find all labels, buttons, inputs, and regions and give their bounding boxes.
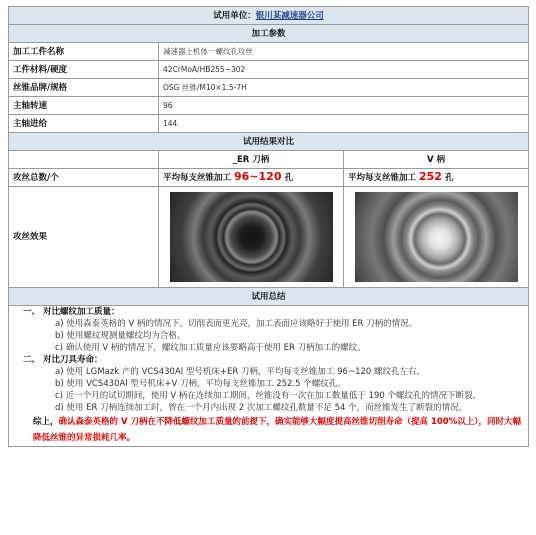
param-label: 工件材料/硬度 xyxy=(9,61,159,79)
er-photo-cell xyxy=(159,187,344,288)
param-label: 丝锥品牌/规格 xyxy=(9,79,159,97)
section-2-item: a) 使用 LGMazk 产的 VCS430Al 型号机床+ER 刀柄，平均每支丝锥加工 96~120 螺纹孔左右。 xyxy=(55,367,425,377)
param-row xyxy=(9,43,529,61)
section-2-item: c) 近一个月的试切期间，使用 V 柄在连续加工期间，丝锥没有一次在加工数量低于 190 个螺纹孔的情况下断裂。 xyxy=(55,391,482,401)
empty-cell xyxy=(9,151,159,169)
er-thread-photo xyxy=(170,192,333,282)
param-label: 主轴进给 xyxy=(9,115,159,133)
param-value: 144 xyxy=(159,115,529,133)
section-1-item: a) 使用森泰英格的 V 柄的情况下，切削表面更光亮，加工表面应该略好于使用 ER 刀柄的情况。 xyxy=(55,319,418,329)
conclusion-text: 确认森泰英格的 V 刀柄在不降低螺纹加工质量的前提下，确实能够大幅度提高丝锥切削寿命（提高 100%以上），同时大幅降低丝锥的异常损耗几率。 xyxy=(33,417,521,443)
effect-row xyxy=(9,187,529,288)
compare-head-row xyxy=(9,151,529,169)
summary-title-row xyxy=(9,288,529,306)
er-count-value: 96~120 xyxy=(233,170,282,183)
param-value: 减速器上机体一螺纹孔攻丝 xyxy=(159,43,529,61)
summary-title: 试用总结 xyxy=(9,288,529,306)
conclusion xyxy=(13,414,524,446)
section-2-item: b) 使用 VCS430Al 型号机床+V 刀柄，平均每支丝锥加工 252.5 个螺纹孔。 xyxy=(55,379,346,389)
section-1-item: c) 确认使用 V 柄的情况下，螺纹加工质量应该要略高于使用 ER 刀柄加工的螺纹。 xyxy=(55,343,366,353)
test-unit-header xyxy=(9,7,529,25)
section-1-title: 一、 对比螺纹加工质量： xyxy=(23,307,120,317)
v-holder-column: V 柄 xyxy=(344,151,529,169)
params-title: 加工参数 xyxy=(9,25,529,43)
param-row xyxy=(9,97,529,115)
count-row xyxy=(9,169,529,187)
v-count-value: 252 xyxy=(418,170,442,183)
tap-count-label: 攻丝总数/个 xyxy=(9,169,159,187)
compare-title-row xyxy=(9,133,529,151)
param-row xyxy=(9,115,529,133)
report-table xyxy=(8,6,529,447)
test-unit-label: 试用单位： xyxy=(213,10,256,21)
param-label: 主轴转速 xyxy=(9,97,159,115)
section-2-item: d) 使用 ER 刀柄连续加工时，曾在一个月内出现 2 次加工螺纹孔数量不足 54 个，而丝锥发生了断裂的情况。 xyxy=(55,403,468,413)
param-value: 42CrMoA/HB255~302 xyxy=(159,61,529,79)
v-count-prefix: 平均每支丝锥加工 xyxy=(348,173,417,183)
test-unit-name: 银川某减速器公司 xyxy=(255,10,324,21)
summary-body xyxy=(9,306,529,447)
er-count-cell xyxy=(159,169,344,187)
summary-row xyxy=(9,306,529,447)
param-row xyxy=(9,79,529,97)
er-count-prefix: 平均每支丝锥加工 xyxy=(163,173,232,183)
params-title-row xyxy=(9,25,529,43)
tap-effect-label: 攻丝效果 xyxy=(9,187,159,288)
section-1-item: b) 使用螺纹规测量螺纹均为合格。 xyxy=(55,331,186,341)
er-holder-column: _ER 刀柄 xyxy=(159,151,344,169)
test-report xyxy=(8,6,528,447)
v-thread-photo xyxy=(355,192,518,282)
v-count-suffix: 孔 xyxy=(444,173,454,183)
er-count-suffix: 孔 xyxy=(284,173,293,183)
param-label: 加工工件名称 xyxy=(9,43,159,61)
compare-title: 试用结果对比 xyxy=(9,133,529,151)
v-count-cell xyxy=(344,169,529,187)
section-2-title: 二、 对比刀具寿命： xyxy=(23,355,103,365)
param-row xyxy=(9,61,529,79)
header-row xyxy=(9,7,529,25)
conclusion-lead: 综上， xyxy=(33,417,59,427)
param-value: OSG 丝锥/M10×1.5-7H xyxy=(159,79,529,97)
param-value: 96 xyxy=(159,97,529,115)
v-photo-cell xyxy=(344,187,529,288)
